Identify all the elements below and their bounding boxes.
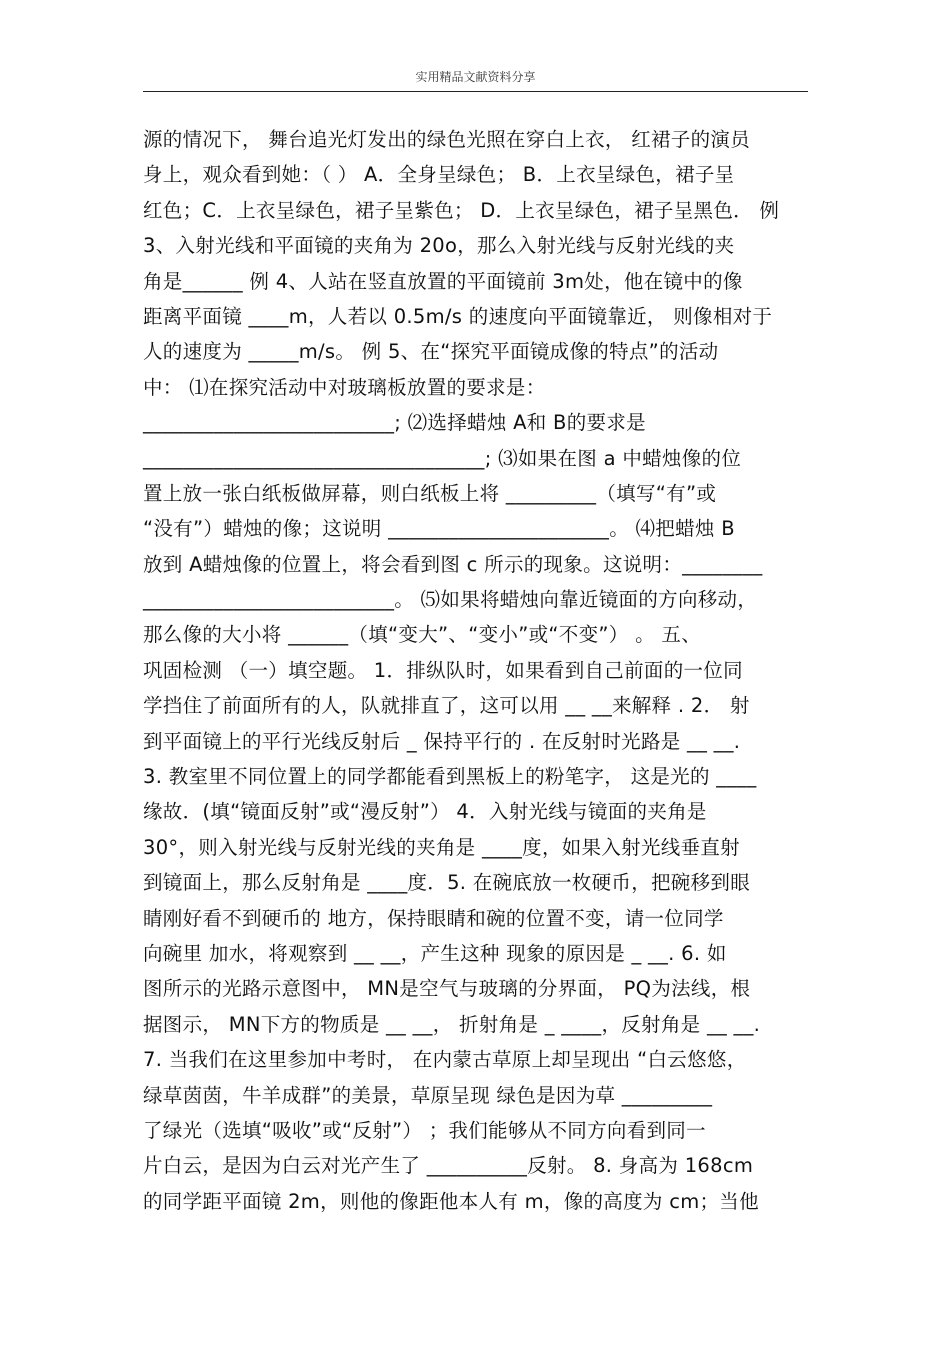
text-line: 源的情况下， 舞台追光灯发出的绿色光照在穿白上衣， 红裙子的演员: [143, 128, 750, 151]
text-line: 据图示， MN下方的物质是 __ __， 折射角是 _ ____，反射角是 __ __.: [143, 1012, 761, 1036]
text-line: 30°，则入射光线与反射光线的夹角是 ____度，如果入射光线垂直射: [143, 835, 740, 859]
text-line: 7. 当我们在这里参加中考时， 在内蒙古草原上却呈现出 “白云悠悠，: [143, 1048, 747, 1072]
text-line: “没有”）蜡烛的像；这说明 ______________________。 ⑷把蜡烛 B: [143, 517, 735, 541]
text-line: _________________________; ⑵选择蜡烛 A和 B的要求是: [143, 411, 646, 435]
text-line: _________________________。 ⑸如果将蜡烛向靠近镜面的方向移动，: [143, 588, 758, 612]
text-line: 绿草茵茵，牛羊成群”的美景，草原呈现 绿色是因为草 _________: [143, 1083, 713, 1107]
text-line: 角是______ 例 4、人站在竖直放置的平面镜前 3m处，他在镜中的像: [143, 269, 743, 293]
text-line: 中： ⑴在探究活动中对玻璃板放置的要求是：: [143, 375, 546, 399]
text-line: 巩固检测 （一）填空题。 1．排纵队时，如果看到自己前面的一位同: [143, 658, 743, 682]
text-line: 缘故．(填“镜面反射”或“漫反射”） 4．入射光线与镜面的夹角是: [143, 800, 707, 824]
text-line: 那么像的大小将 ______（填“变大”、“变小”或“不变”） 。 五、: [143, 623, 702, 647]
text-line: __________________________________; ⑶如果在图 a 中蜡烛像的位: [143, 446, 742, 470]
text-line: 睛刚好看不到硬币的 地方，保持眼睛和碗的位置不变，请一位同学: [143, 906, 724, 930]
text-line: 置上放一张白纸板做屏幕，则白纸板上将 _________（填写“有”或: [143, 481, 717, 505]
text-line: 距离平面镜 ____m，人若以 0.5m/s 的速度向平面镜靠近， 则像相对于: [143, 304, 773, 328]
text-line: 片白云，是因为白云对光产生了 __________反射。 8. 身高为 168cm: [143, 1154, 754, 1178]
page-header: 实用精品文献资料分享: [415, 70, 536, 84]
text-line: 人的速度为 _____m/s。 例 5、在“探究平面镜成像的特点”的活动: [143, 340, 719, 364]
text-line: 了绿光（选填“吸收”或“反射”） ；我们能够从不同方向看到同一: [143, 1118, 706, 1142]
text-line: 的同学距平面镜 2m，则他的像距他本人有 m，像的高度为 cm；当他: [143, 1189, 759, 1213]
document-body: [143, 122, 823, 1219]
text-line: 学挡住了前面所有的人，队就排直了，这可以用 __ __来解释 . 2． 射: [143, 694, 750, 718]
text-line: 身上，观众看到她：（ ） A．全身呈绿色； B．上衣呈绿色，裙子呈: [143, 163, 735, 187]
text-line: 到镜面上，那么反射角是 ____度．5. 在碗底放一枚硬币，把碗移到眼: [143, 871, 751, 895]
text-line: 3. 教室里不同位置上的同学都能看到黑板上的粉笔字， 这是光的 ____: [143, 765, 757, 789]
text-line: 图所示的光路示意图中， MN是空气与玻璃的分界面， PQ为法线，根: [143, 977, 751, 1001]
text-line: 红色；C．上衣呈绿色，裙子呈紫色； D．上衣呈绿色，裙子呈黑色． 例: [143, 198, 780, 222]
text-line: 向碗里 加水，将观察到 __ __，产生这种 现象的原因是 _ __. 6. 如: [143, 941, 727, 965]
text-line: 放到 A蜡烛像的位置上，将会看到图 c 所示的现象。这说明：________: [143, 552, 763, 576]
text-line: 3、入射光线和平面镜的夹角为 20o，那么入射光线与反射光线的夹: [143, 234, 735, 258]
header-rule: [143, 91, 808, 92]
text-line: 到平面镜上的平行光线反射后 _ 保持平行的 . 在反射时光路是 __ __.: [143, 729, 741, 753]
